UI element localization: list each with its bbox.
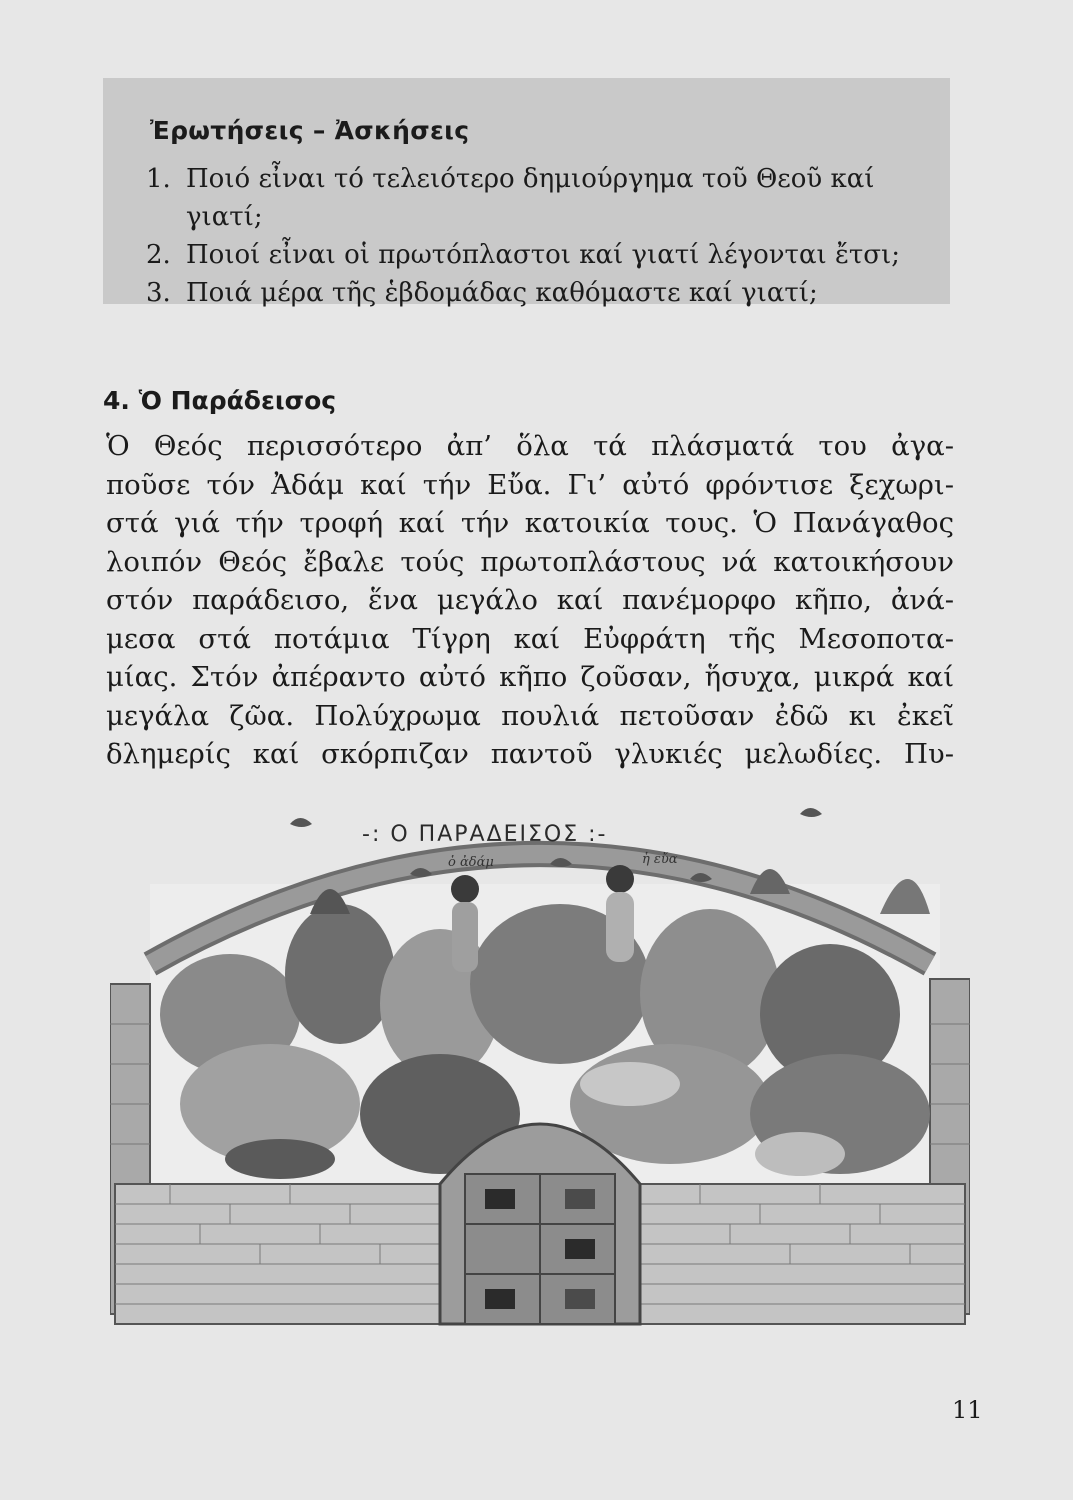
question-number: 2. <box>146 240 171 270</box>
section-title: 4. Ὁ Παράδεισος <box>103 386 337 415</box>
question-text: Ποιό εἶναι τό τελειότερο δημιούργημα τοῦ Θεοῦ καί γιατί; <box>186 164 875 232</box>
questions-list <box>146 160 936 312</box>
question-text: Ποιοί εἶναι οἱ πρωτόπλαστοι καί γιατί λέγονται ἔτσι; <box>186 240 900 270</box>
section-body <box>106 427 954 774</box>
goat-animal <box>755 1132 845 1176</box>
sheep-animal <box>580 1062 680 1106</box>
body-line: μεσα στά ποτάμια Τίγρη καί Εὐφράτη τῆς Μεσοποτα- <box>106 622 954 655</box>
body-line: στόν παράδεισο, ἕνα μεγάλο καί πανέμορφο κῆπο, ἀνά- <box>106 584 954 616</box>
question-number: 1. <box>146 164 171 194</box>
body-line: μίας. Στόν ἀπέραντο αὐτό κῆπο ζοῦσαν, ἥσυχα, μικρά καί <box>106 661 954 693</box>
illustration-caption: -: Ο ΠΑΡΑΔΕΙΣΟΣ :- <box>362 822 608 847</box>
question-item <box>146 274 936 312</box>
garden-gate <box>440 1124 640 1324</box>
fox-animal <box>225 1139 335 1179</box>
question-item <box>146 160 936 236</box>
adam-label: ὁ ἀδάμ <box>448 855 494 870</box>
paradise-illustration <box>110 784 970 1384</box>
question-number: 3. <box>146 278 171 308</box>
body-line: ποῦσε τόν Ἀδάμ καί τήν Εὔα. Γι’ αὐτό φρόντισε ξεχωρι- <box>106 468 954 501</box>
body-line: στά γιά τήν τροφή καί τήν κατοικία τους. Ὁ Πανάγαθος <box>106 507 954 539</box>
eve-figure <box>606 865 634 962</box>
eve-label: ἡ εὔα <box>642 852 678 867</box>
questions-title: Ἐρωτήσεις – Ἀσκήσεις <box>150 116 470 145</box>
page-number: 11 <box>952 1396 983 1424</box>
question-item <box>146 236 936 274</box>
body-line: Ὁ Θεός περισσότερο ἀπ’ ὅλα τά πλάσματά του ἀγα- <box>106 430 954 462</box>
body-line: μεγάλα ζῶα. Πολύχρωμα πουλιά πετοῦσαν ἐδῶ κι ἐκεῖ <box>106 699 954 732</box>
question-text: Ποιά μέρα τῆς ἑβδομάδας καθόμαστε καί γιατί; <box>186 278 818 308</box>
adam-figure <box>451 875 479 972</box>
body-line: λοιπόν Θεός ἔβαλε τούς πρωτοπλάστους νά κατοικήσουν <box>106 545 954 578</box>
body-line: δλημερίς καί σκόρπιζαν παντοῦ γλυκιές μελωδίες. Πυ- <box>106 738 954 770</box>
